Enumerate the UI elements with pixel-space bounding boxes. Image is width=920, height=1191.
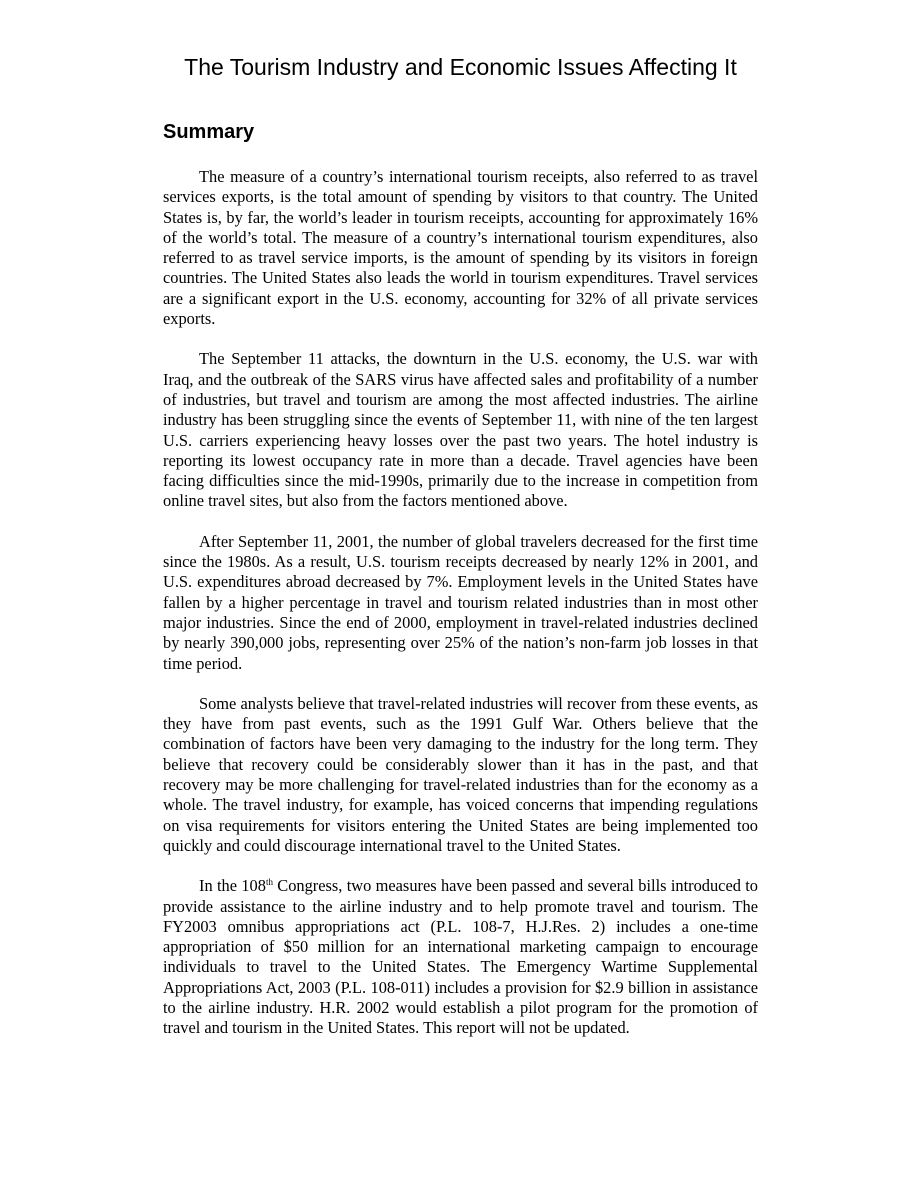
paragraph-recovery-outlook: Some analysts believe that travel-related industries will recover from these events, as they have from past events, such as the 1991 Gulf War. Others believe that the combination of factors have been very damaging to the industry for the long term. They believe that recovery could be considerably slower than it has in the past, and that recovery may be more challenging for travel-related industries than for the economy as a whole. The travel industry, for example, has voiced concerns that impending regulations on visa requirements for visitors entering the United States are being implemented too quickly and could discourage international travel to the United States. xyxy=(163,693,758,855)
paragraph-decline-after-sept-11: After September 11, 2001, the number of global travelers decreased for the first time since the 1980s. As a result, U.S. tourism receipts decreased by nearly 12% in 2001, and U.S. expenditures abroad decreased by 7%. Employment levels in the United States have fallen by a higher percentage in travel and tourism related industries than in most other major industries. Since the end of 2000, employment in travel-related industries declined by nearly 390,000 jobs, representing over 25% of the nation’s non-farm job losses in that time period. xyxy=(163,531,758,673)
paragraph-lead-text: In the 108 xyxy=(199,876,266,896)
paragraph-tourism-receipts: The measure of a country’s international tourism receipts, also referred to as travel services exports, is the total amount of spending by visitors to that country. The United States is, by far, the world’s leader in tourism receipts, accounting for approximately 16% of the world’s total. The measure of a country’s international tourism expenditures, also referred to as travel service imports, is the amount of spending by its visitors in foreign countries. The United States also leads the world in tourism expenditures. Travel services are a significant export in the U.S. economy, accounting for 32% of all private services exports. xyxy=(163,167,758,329)
paragraph-affected-industries: The September 11 attacks, the downturn in the U.S. economy, the U.S. war with Iraq, and the outbreak of the SARS virus have affected sales and profitability of a number of industries, but travel and tourism are among the most affected industries. The airline industry has been struggling since the events of September 11, with nine of the ten largest U.S. carriers experiencing heavy losses over the past two years. The hotel industry is reporting its lowest occupancy rate in more than a decade. Travel agencies have been facing difficulties since the mid-1990s, primarily due to the increase in competition from online travel sites, but also from the factors mentioned above. xyxy=(163,349,758,511)
summary-heading: Summary xyxy=(163,121,255,143)
paragraph-congress-measures xyxy=(163,876,758,1038)
paragraph-rest-text: Congress, two measures have been passed and several bills introduced to provide assistance to the airline industry and to help promote travel and tourism. The FY2003 omnibus appropriations act (P.L. 108-7, H.J.Res. 2) includes a one-time appropriation of $50 million for an international marketing campaign to encourage individuals to travel to the United States. The Emergency Wartime Supplemental Appropriations Act, 2003 (P.L. 108-011) includes a provision for $2.9 billion in assistance to the airline industry. H.R. 2002 would establish a pilot program for the promotion of travel and tourism in the United States. This report will not be updated. xyxy=(163,876,759,1038)
ordinal-superscript: th xyxy=(265,877,273,888)
summary-body xyxy=(163,167,758,1059)
document-title: The Tourism Industry and Economic Issues Affecting It xyxy=(184,54,737,80)
